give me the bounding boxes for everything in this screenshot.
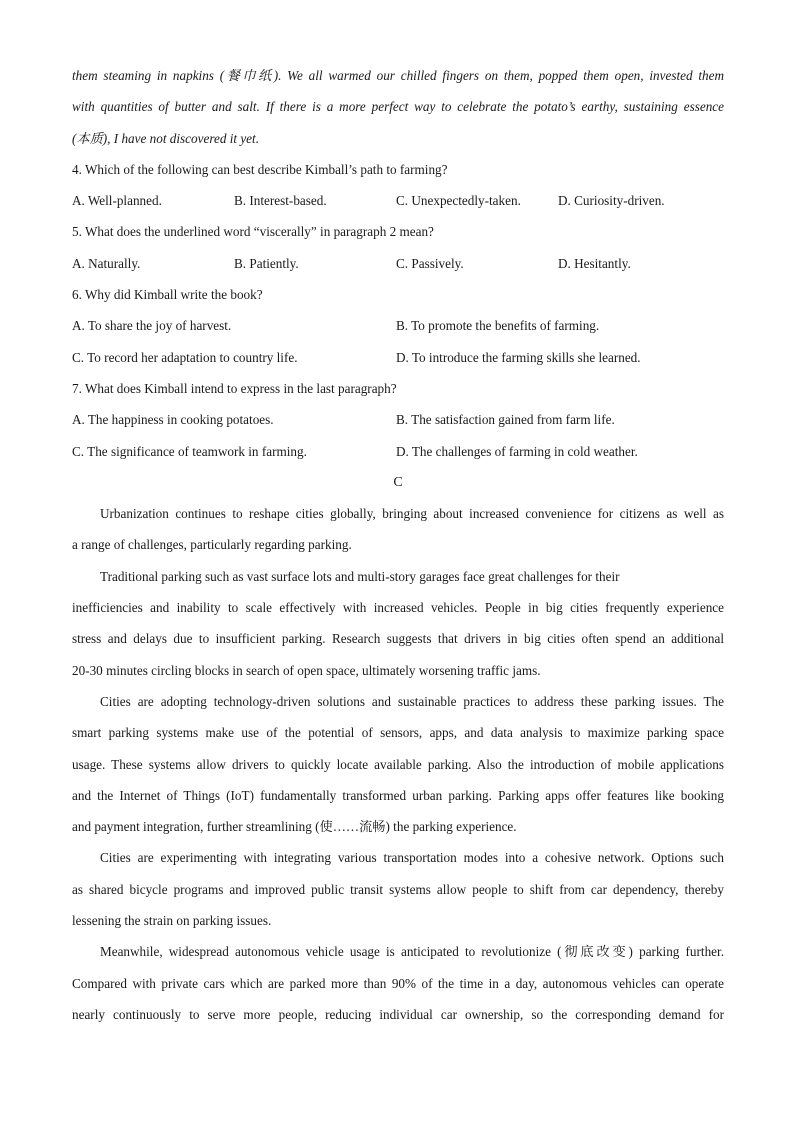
question-6 xyxy=(72,279,724,373)
option-b: B. The satisfaction gained from farm life. xyxy=(396,412,615,428)
question-7 xyxy=(72,373,724,467)
text-line: lessening the strain on parking issues. xyxy=(72,913,272,929)
text-line: Compared with private cars which are parked more than 90% of the time in a day, autonomous vehicles can operate xyxy=(72,975,724,991)
question-stem: 6. Why did Kimball write the book? xyxy=(72,287,263,303)
option-a: A. Naturally. xyxy=(72,255,141,271)
text-line: with quantities of butter and salt. If there is a more perfect way to celebrate the potato’s earthy, sustaining essence xyxy=(72,99,724,115)
document-page xyxy=(72,60,724,1030)
option-b: B. Patiently. xyxy=(234,255,299,271)
text-line: Traditional parking such as vast surface lots and multi-story garages face great challenges for their xyxy=(100,568,620,584)
paragraph xyxy=(72,561,724,686)
text-line: smart parking systems make use of the potential of sensors, apps, and data analysis to maximize parking space xyxy=(72,725,724,741)
text-line: them steaming in napkins (餐巾纸). We all warmed our chilled fingers on them, popped them open, invested them xyxy=(72,68,724,83)
text-line: and the Internet of Things (IoT) fundamentally transformed urban parking. Parking apps offer features like booking xyxy=(72,787,724,803)
option-c: C. Passively. xyxy=(396,255,464,271)
text-line: Urbanization continues to reshape cities globally, bringing about increased convenience for citizens as well as xyxy=(100,506,724,522)
text-line: usage. These systems allow drivers to quickly locate available parking. Also the introduction of mobile applications xyxy=(72,756,724,772)
option-d: D. Hesitantly. xyxy=(558,255,631,271)
text-line: Cities are experimenting with integrating various transportation modes into a cohesive network. Options such xyxy=(100,850,724,866)
question-5 xyxy=(72,216,724,279)
option-d: D. Curiosity-driven. xyxy=(558,193,665,209)
option-c: C. To record her adaptation to country life. xyxy=(72,349,298,365)
option-row xyxy=(72,342,724,373)
text-line: as shared bicycle programs and improved public transit systems allow people to shift from car dependency, thereby xyxy=(72,881,724,897)
paragraph xyxy=(72,686,724,842)
text-line: Meanwhile, widespread autonomous vehicle usage is anticipated to revolutionize (彻底改变) parking further. xyxy=(100,944,724,960)
text-line: inefficiencies and inability to scale effectively with increased vehicles. People in big cities frequently experience xyxy=(72,600,724,616)
question-stem: 5. What does the underlined word “viscerally” in paragraph 2 mean? xyxy=(72,224,434,240)
paragraph xyxy=(72,498,724,561)
option-b: B. Interest-based. xyxy=(234,193,327,209)
text-line: and payment integration, further streamlining (使……流畅) the parking experience. xyxy=(72,819,517,835)
question-stem: 4. Which of the following can best describe Kimball’s path to farming? xyxy=(72,161,448,177)
option-row xyxy=(72,248,724,279)
text-line: a range of challenges, particularly regarding parking. xyxy=(72,537,352,553)
question-4 xyxy=(72,154,724,217)
paragraph xyxy=(72,842,724,936)
text-line: (本质), I have not discovered it yet. xyxy=(72,130,260,146)
option-a: A. The happiness in cooking potatoes. xyxy=(72,412,274,428)
option-row xyxy=(72,436,724,467)
option-c: C. Unexpectedly-taken. xyxy=(396,193,521,209)
section-c-passage xyxy=(72,498,724,1030)
passage-b-tail xyxy=(72,60,724,154)
option-row xyxy=(72,404,724,435)
section-heading: C xyxy=(393,474,403,490)
text-line: stress and delays due to insufficient parking. Research suggests that drivers in big cities often spend an additional xyxy=(72,631,724,647)
option-b: B. To promote the benefits of farming. xyxy=(396,318,600,334)
option-d: D. The challenges of farming in cold weather. xyxy=(396,443,638,459)
question-stem: 7. What does Kimball intend to express in the last paragraph? xyxy=(72,380,397,396)
option-row xyxy=(72,185,724,216)
text-line: Cities are adopting technology-driven solutions and sustainable practices to address these parking issues. The xyxy=(100,693,724,709)
paragraph xyxy=(72,936,724,1030)
option-a: A. To share the joy of harvest. xyxy=(72,318,232,334)
option-c: C. The significance of teamwork in farming. xyxy=(72,443,307,459)
option-a: A. Well-planned. xyxy=(72,193,162,209)
option-row xyxy=(72,310,724,341)
text-line: 20-30 minutes circling blocks in search of open space, ultimately worsening traffic jams. xyxy=(72,662,541,678)
text-line: nearly continuously to serve more people, reducing individual car ownership, so the corresponding demand for xyxy=(72,1006,724,1022)
option-d: D. To introduce the farming skills she learned. xyxy=(396,349,641,365)
